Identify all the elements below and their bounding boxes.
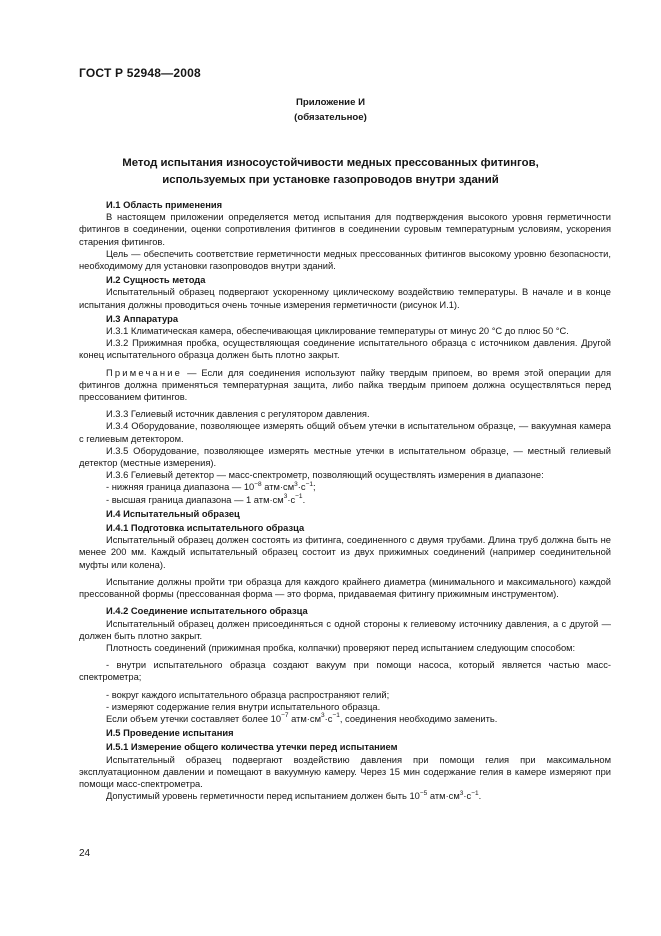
section-heading-1: И.1 Область применения <box>106 200 223 210</box>
document-title-line-1: Метод испытания износоустойчивости медных прессованных фитингов, <box>122 157 539 169</box>
subsection-heading-4-2: И.4.2 Соединение испытательного образца <box>106 606 308 617</box>
clause-3-1: И.3.1 Климатическая камера, обеспечивающая циклирование температуры от минус 20 °С до плюс 50 °С. <box>106 326 569 337</box>
section-heading-5: И.5 Проведение испытания <box>106 728 234 739</box>
subsection-heading-4-1: И.4.1 Подготовка испытательного образца <box>106 523 305 534</box>
paragraph: В настоящем приложении определяется метод испытания для подтверждения высокого уровня герметичности фитингов в соединении, оценки сопротивления фитингов в соединении суровым температурным условиям, ускорения старения фитингов. <box>79 212 611 247</box>
clause-3-2: И.3.2 Прижимная пробка, осуществляющая соединение испытательного образца с источником давления. Другой конец испытательного образца должен быть плотно закрыт. <box>79 338 611 361</box>
note-label: Примечание <box>106 367 183 378</box>
list-item: - вокруг каждого испытательного образца распространяют гелий; <box>106 689 390 700</box>
appendix-status: (обязательное) <box>294 112 367 123</box>
paragraph: Цель — обеспечить соответствие герметичности медных прессованных фитингов высокому уровню безопасности, необходимому для установки газопроводов внутри зданий. <box>79 248 611 272</box>
section-heading-2: И.2 Сущность метода <box>106 275 206 286</box>
paragraph: Плотность соединений (прижимная пробка, колпачки) проверяют перед испытанием следующим способом: <box>106 642 576 653</box>
subsection-heading-5-1: И.5.1 Измерение общего количества утечки перед испытанием <box>106 742 398 753</box>
document-title-line-2: используемых при установке газопроводов внутри зданий <box>162 174 499 186</box>
page-number: 24 <box>79 848 91 859</box>
paragraph: Испытание должны пройти три образца для каждого крайнего диаметра (минимального и максимального) каждой прессованной формы (прессованная форма — это форма, придаваемая фитингу прижимным инструментом). <box>79 576 611 600</box>
list-item: - внутри испытательного образца создают вакуум при помощи насоса, который является частью масс-спектрометра; <box>79 660 611 683</box>
document-body <box>79 197 611 802</box>
appendix-name: Приложение И <box>296 97 365 108</box>
tightness-requirement: Допустимый уровень герметичности перед испытанием должен быть $10^{-5}$ $атм\cdot см^3\cdot с^{-1}$. <box>106 789 482 802</box>
list-item: - измеряют содержание гелия внутри испытательного образца. <box>106 701 381 712</box>
leak-condition: Если объем утечки составляет более $10^{-7}$ $атм\cdot см^3\cdot с^{-1}$, соединения необходимо заменить. <box>106 712 498 724</box>
note <box>79 367 611 404</box>
paragraph: Испытательный образец подвергают воздействию давления при помощи гелия при максимальном эксплуатационном давлении и помещают в вакуумную камеру. Через 15 мин содержание гелия в камере измеряют при помощи масс-спектрометра. <box>79 754 611 789</box>
section-heading-3: И.3 Аппаратура <box>106 313 179 324</box>
clause-3-5: И.3.5 Оборудование, позволяющее измерять местные утечки в испытательном образце, — местный гелиевый детектор (местные измерения). <box>79 445 611 469</box>
paragraph: Испытательный образец должен состоять из фитинга, соединенного с двумя трубами. Длина труб должна быть не менее 200 мм. Каждый испытательный образец состоит из двух прижимных соединений (например соединительной муфты или колена). <box>79 535 611 570</box>
clause-3-4: И.3.4 Оборудование, позволяющее измерять общий объем утечки в испытательном образце, — вакуумная камера с гелиевым детектором. <box>79 421 611 444</box>
note-text: — Если для соединения используют пайку твердым припоем, во время этой операции для фитингов должна применяться температурная защита, либо пайка твердым припоем должна осуществляться перед прессованием фитингов. <box>79 367 611 403</box>
section-heading-4: И.4 Испытательный образец <box>106 508 240 519</box>
range-lower-bound: - нижняя граница диапазона — $10^{-8}$ $атм\cdot см^3\cdot с^{-1}$; <box>106 480 316 493</box>
standard-code: ГОСТ Р 52948—2008 <box>79 66 201 80</box>
clause-3-3: И.3.3 Гелиевый источник давления с регулятором давления. <box>106 409 370 420</box>
paragraph: Испытательный образец должен присоединяться с одной стороны к гелиевому источнику давления, а с другой — должен быть плотно закрыт. <box>79 618 611 641</box>
range-upper-bound: - высшая граница диапазона — 1 $атм\cdot см^3\cdot с^{-1}$. <box>106 493 306 505</box>
clause-3-6: И.3.6 Гелиевый детектор — масс-спектрометр, позволяющий осуществлять измерения в диапазоне: <box>106 470 544 481</box>
paragraph: Испытательный образец подвергают ускоренному циклическому воздействию температуры. В начале и в конце испытания должны проводиться очень точные измерения герметичности (рисунок И.1). <box>79 287 611 310</box>
